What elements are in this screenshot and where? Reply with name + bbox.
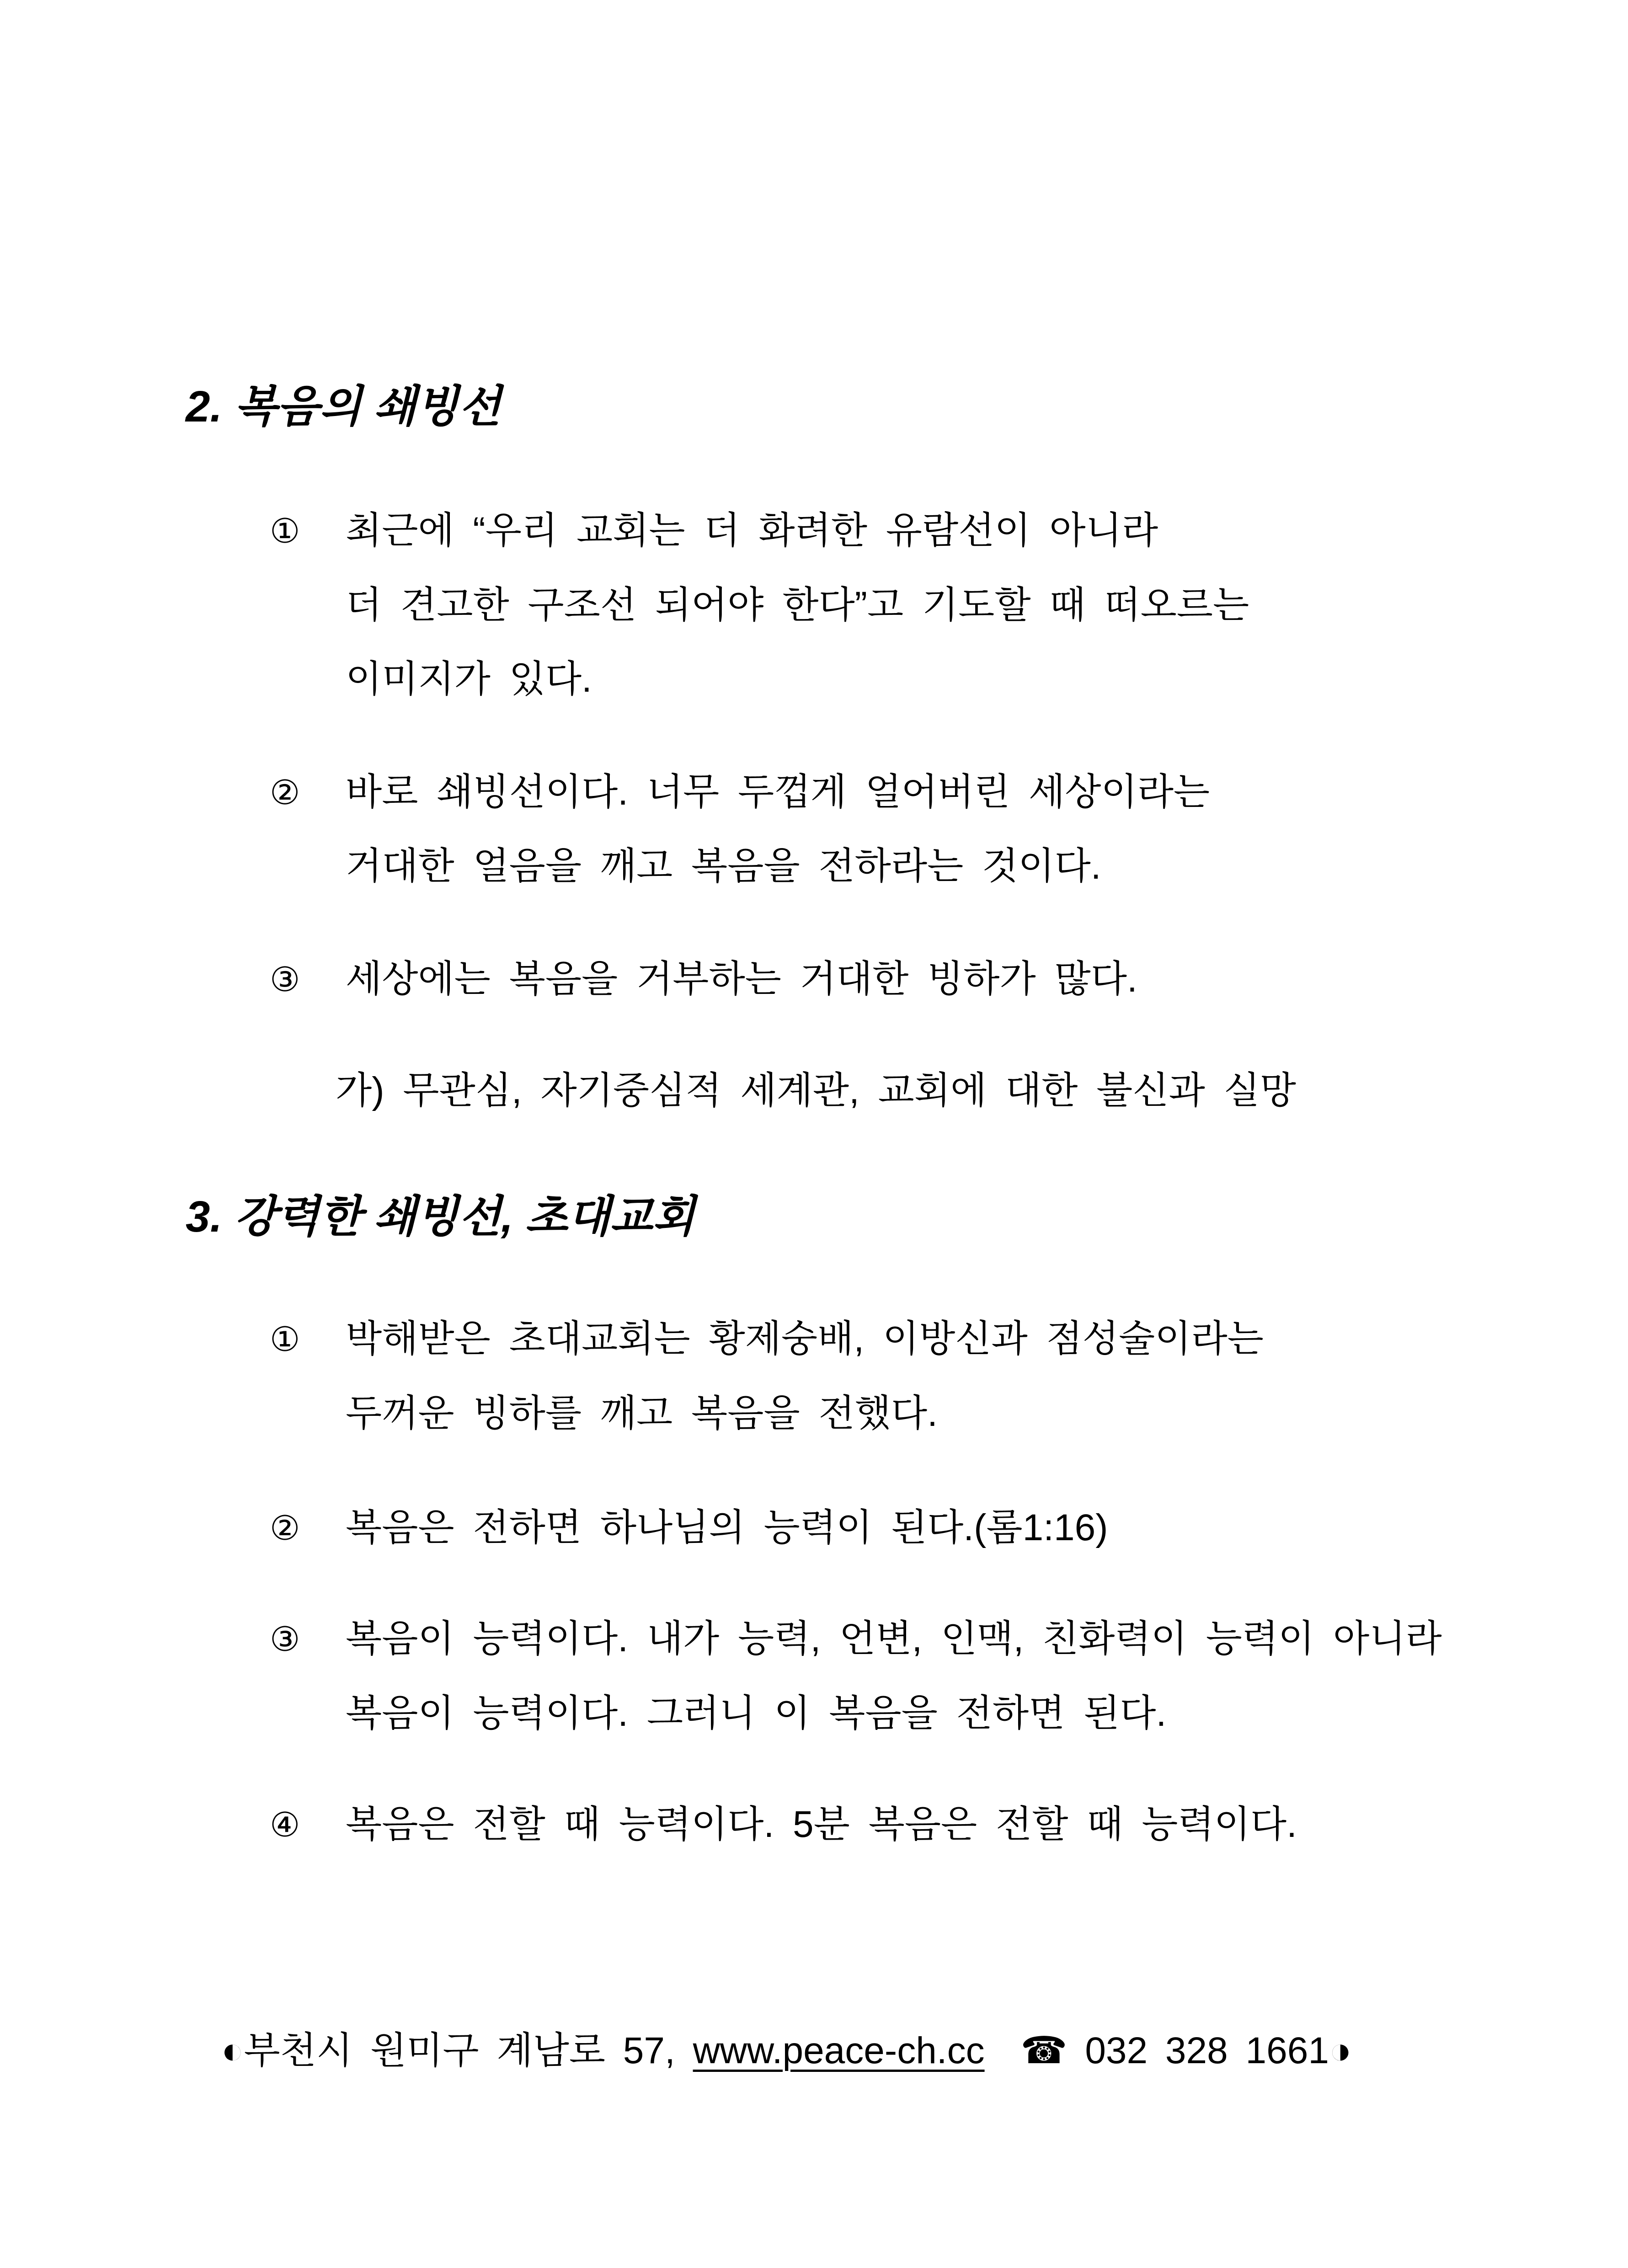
item-line: 두꺼운 빙하를 깨고 복음을 전했다. <box>346 1393 938 1434</box>
item-line: 세상에는 복음을 거부하는 거대한 빙하가 많다. <box>346 958 1137 1000</box>
item-number: ③ <box>270 1620 300 1658</box>
website-link[interactable]: www.peace-ch.cc <box>693 2030 985 2071</box>
item-number: ② <box>270 774 300 811</box>
item-line: 더 견고한 구조선 되어야 한다”고 기도할 때 떠오르는 <box>346 584 1249 626</box>
item-line: 복음이 능력이다. 그러니 이 복음을 전하면 된다. <box>346 1692 1167 1734</box>
sub-item: 가) 무관심, 자기중심적 세계관, 교회에 대한 불신과 실망 <box>336 1070 1297 1111</box>
item-line: 최근에 “우리 교회는 더 화려한 유람선이 아니라 <box>346 510 1158 551</box>
phone-icon: ☎ <box>1020 2030 1068 2071</box>
item-number: ① <box>270 1320 300 1358</box>
item-line: 복음은 전하면 하나님의 능력이 된다.(롬1:16) <box>346 1507 1108 1548</box>
item-number: ② <box>270 1509 300 1547</box>
section-2-heading: 2. 복음의 쇄빙선 <box>186 382 501 431</box>
footer-address: 부천시 원미구 계남로 57, <box>244 2030 693 2071</box>
footer <box>221 2032 1351 2070</box>
item-line: 복음이 능력이다. 내가 능력, 언변, 인맥, 친화력이 능력이 아니라 <box>346 1618 1442 1660</box>
item-number: ③ <box>270 961 300 998</box>
item-number: ④ <box>270 1806 300 1844</box>
item-line: 바로 쇄빙선이다. 너무 두껍게 얼어버린 세상이라는 <box>346 771 1210 813</box>
item-line: 복음은 전할 때 능력이다. 5분 복음은 전할 때 능력이다. <box>346 1804 1297 1845</box>
item-line: 거대한 얼음을 깨고 복음을 전하라는 것이다. <box>346 845 1101 887</box>
item-line: 박해받은 초대교회는 황제숭배, 이방신과 점성술이라는 <box>346 1318 1264 1360</box>
half-circle-left-icon: ◐ <box>221 2030 244 2071</box>
item-number: ① <box>270 512 300 550</box>
item-line: 이미지가 있다. <box>346 658 592 700</box>
footer-phone: 032 328 1661 <box>1085 2030 1329 2071</box>
section-3-heading: 3. 강력한 쇄빙선, 초대교회 <box>186 1192 695 1241</box>
half-circle-right-icon: ◑ <box>1329 2030 1352 2071</box>
